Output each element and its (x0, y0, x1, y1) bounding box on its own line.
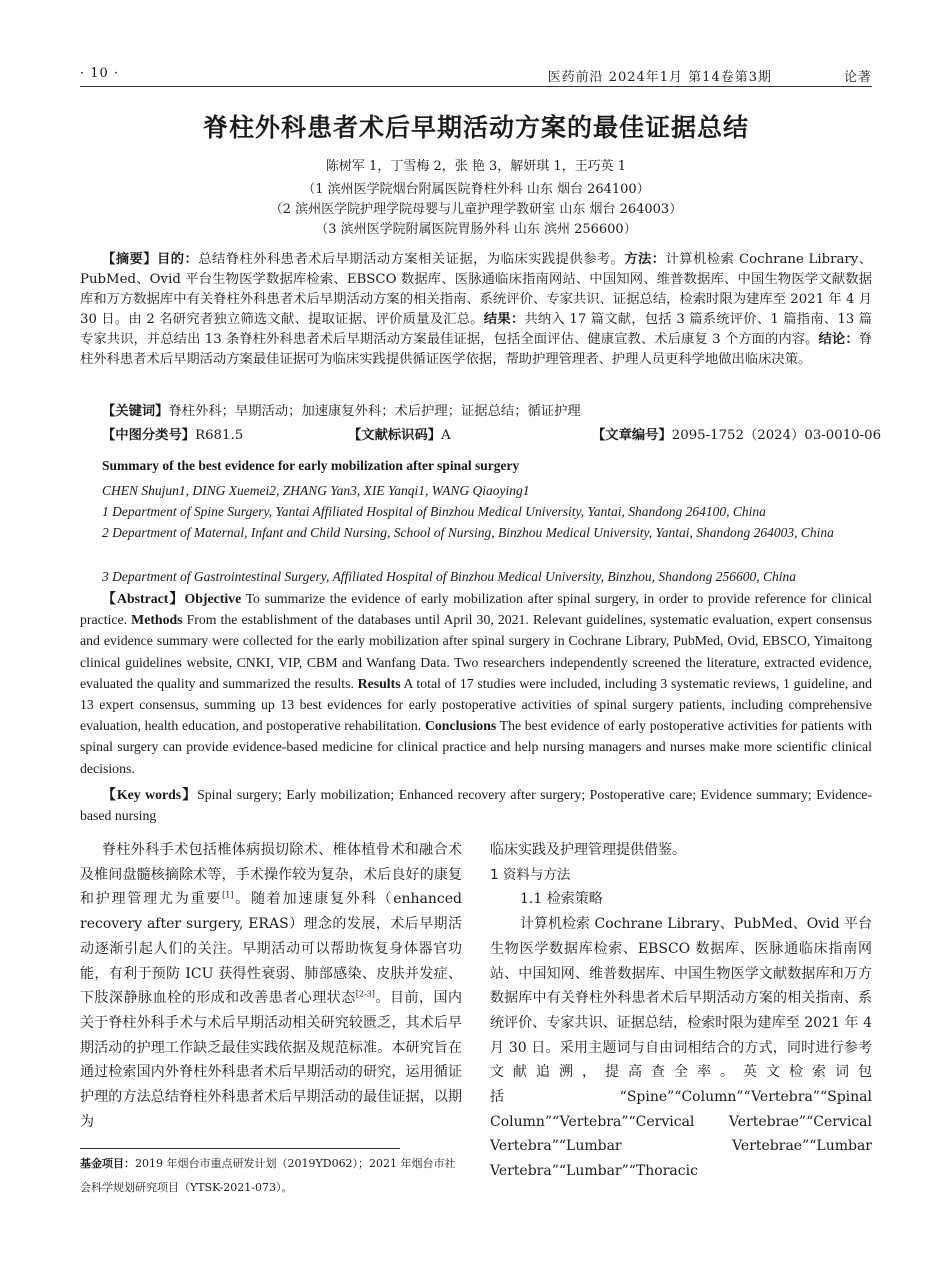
intro-text-b: 。随着加速康复外科（enhanced recovery after surgery, ERAS）理念的发展，术后早期活动逐渐引起人们的关注。早期活动可以帮助恢复身体器官功能，有利于预防 ICU 获得性衰弱、肺部感染、皮肤并发症、下肢深静脉血栓的形成和改善患者心理状态 (80, 891, 463, 1007)
conclusion-label: 结论： (818, 332, 859, 347)
methods-en-label: Methods (131, 612, 183, 628)
intro-text-c: 。目前，国内关于脊柱外科手术与术后早期活动相关研究较匮乏，其术后早期活动的护理工作缺乏最佳实践依据及规范标准。本研究旨在通过检索国内外脊柱外科患者术后早期活动的研究，运用循证护理的方法总结脊柱外科患者术后早期活动的最佳证据，以期为 (80, 990, 463, 1130)
doc-label: 【文献标识码】 (348, 428, 442, 443)
citation-1: [1] (222, 890, 234, 900)
funding-text: 2019 年烟台市重点研发计划（2019YD062）；2021 年烟台市社会科学规划研究项目（YTSK-2021-073）。 (80, 1157, 456, 1194)
clc-value: R681.5 (195, 428, 244, 443)
results-text: 共纳入 17 篇文献，包括 3 篇系统评价、1 篇指南、13 篇专家共识，并总结出 13 条脊柱外科患者术后早期活动方案最佳证据，包括全面评估、健康宣教、术后康复 3 个方面的内容。 (80, 312, 873, 347)
english-title: Summary of the best evidence for early mobilization after spinal surgery (102, 458, 520, 473)
abstract-en (80, 588, 872, 779)
conclusion-text: 脊柱外科患者术后早期活动方案最佳证据可为临床实践提供循证医学依据，帮助护理管理者、护理人员更科学地做出临床决策。 (80, 332, 872, 367)
footnote-divider (80, 1148, 400, 1149)
affiliation-3: （3 滨州医学院附属医院胃肠外科 山东 滨州 256600） (315, 222, 637, 237)
conclusions-en-label: Conclusions (424, 718, 497, 734)
funding-footnote (80, 1152, 462, 1200)
clc-label: 【中图分类号】 (102, 428, 196, 443)
intro-text-a: 脊柱外科手术包括椎体病损切除术、椎体植骨术和融合术及椎间盘髓核摘除术等，手术操作较为复杂，术后良好的康复和护理管理尤为重要 (80, 842, 462, 908)
author-list: 陈树军 1，丁雪梅 2，张 艳 3，解妍琪 1，王巧英 1 (325, 159, 627, 174)
affiliation-1: （1 滨州医学院烟台附属医院脊柱外科 山东 烟台 264100） (302, 182, 650, 197)
article-no-value: 2095-1752（2024）03-0010-06 (671, 428, 882, 443)
keywords-en-text: Spinal surgery; Early mobilization; Enhanced recovery after surgery; Postoperative care; Evidence summary; Evidence-based nursing (80, 787, 873, 824)
column-label: 论著 (843, 70, 872, 85)
english-affiliation-2: 2 Department of Maternal, Infant and Child Nursing, School of Nursing, Binzhou Medical University, Yantai, Shandong 264003, China (102, 525, 834, 540)
abstract-label: 【摘要】 (102, 252, 157, 267)
english-affiliation-1: 1 Department of Spine Surgery, Yantai Affiliated Hospital of Binzhou Medical University, Yantai, Shandong 264100, China (102, 504, 766, 519)
methods-en-text: From the establishment of the databases until April 30, 2021. Relevant guidelines, systematic evaluation, expert consensus and evidence summary were collected for the early mobilization after spinal surgery in Cochrane Library, PubMed, Ovid, EBSCO, Yimaitong clinical guidelines website, CNKI, VIP, CBM and Wanfang Data. Two researchers independently screened the literature, extracted evidence, evaluated the quality and summarized the results. (80, 612, 872, 691)
page-number: · 10 · (80, 66, 120, 81)
continuation-text: 临床实践及护理管理提供借鉴。 (490, 842, 686, 858)
abstract-cn (80, 250, 872, 370)
section-heading: 1 资料与方法 (490, 866, 571, 883)
doc-value: A (441, 428, 451, 443)
keywords-label: 【关键词】 (102, 404, 169, 419)
objective-text: 总结脊柱外科患者术后早期活动方案相关证据，为临床实践提供参考。 (198, 252, 625, 267)
objective-label: 目的： (156, 252, 199, 267)
results-en-text: A total of 17 studies were included, including 3 systematic reviews, 1 guideline, and 13 expert consensus, summing up 13 best evidences for early postoperative activities of spinal surgery patients, including comprehensive evaluation, health education, and postoperative rehabilitation. (80, 675, 872, 734)
method-paragraph: 计算机检索 Cochrane Library、PubMed、Ovid 平台生物医学数据库检索、EBSCO 数据库、医脉通临床指南网站、中国知网、维普数据库、中国生物医学文献数据库和万方数据库中有关脊柱外科患者术后早期活动方案的相关指南、系统评价、专家共识、证据总结，检索时限为建库至 2021 年 4 月 30 日。采用主题词与自由词相结合的方式，同时进行参考文献追溯，提高查全率。英文检索词包括“Spine”“Column”“Vertebra”“Spinal Column”“Vertebra”“Cervical Vertebrae”“Cervical Vertebra”“Lumbar Vertebrae”“Lumbar Vertebra”“Lumbar”“Thoracic (490, 916, 872, 1180)
methods-label: 方法： (624, 252, 666, 267)
article-no-label: 【文章编号】 (592, 428, 672, 443)
running-header (80, 62, 872, 87)
conclusions-en-text: The best evidence of early postoperative activities for patients with spinal surgery can provide evidence-based medicine for clinical practice and help nursing managers and nurses make more scientific clinical decisions. (80, 718, 873, 776)
abstract-en-label: 【Abstract】 (102, 591, 185, 606)
keywords-en (80, 784, 872, 826)
english-authors: CHEN Shujun1, DING Xuemei2, ZHANG Yan3, XIE Yanqi1, WANG Qiaoying1 (102, 483, 530, 498)
citation-2: [2-3] (355, 989, 375, 999)
results-label: 结果： (483, 312, 525, 327)
funding-label: 基金项目： (80, 1157, 135, 1170)
journal-info: 医药前沿 2024年1月 第14卷第3期 (547, 70, 772, 85)
objective-en-label: Objective (184, 591, 242, 606)
affiliation-2: （2 滨州医学院护理学院母婴与儿童护理学教研室 山东 烟台 264003） (269, 202, 683, 217)
keywords-cn (80, 402, 872, 422)
subsection-heading: 1.1 检索策略 (520, 891, 603, 908)
paper-page (80, 0, 882, 1280)
body-left-column (80, 838, 462, 1134)
objective-en-text: To summarize the evidence of early mobilization after spinal surgery, in order to provide reference for clinical practice. (80, 591, 872, 628)
article-title: 脊柱外科患者术后早期活动方案的最佳证据总结 (202, 113, 749, 142)
english-affiliation-3: 3 Department of Gastrointestinal Surgery, Affiliated Hospital of Binzhou Medical University, Binzhou, Shandong 256600, China (102, 569, 796, 584)
methods-text: 计算机检索 Cochrane Library、PubMed、Ovid 平台生物医学数据库检索、EBSCO 数据库、医脉通临床指南网站、中国知网、维普数据库、中国生物医学文献数据库和万方数据库中有关脊柱外科患者术后早期活动方案的相关指南、系统评价、专家共识、证据总结，检索时限为建库至 2021 年 4 月 30 日。由 2 名研究者独立筛选文献、提取证据、评价质量及汇总。 (80, 252, 873, 327)
keywords-en-label: 【Key words】 (102, 787, 198, 802)
body-right-column (490, 838, 872, 1184)
results-en-label: Results (357, 675, 401, 691)
keywords-text: 脊柱外科；早期活动；加速康复外科；术后护理；证据总结；循证护理 (168, 404, 581, 419)
